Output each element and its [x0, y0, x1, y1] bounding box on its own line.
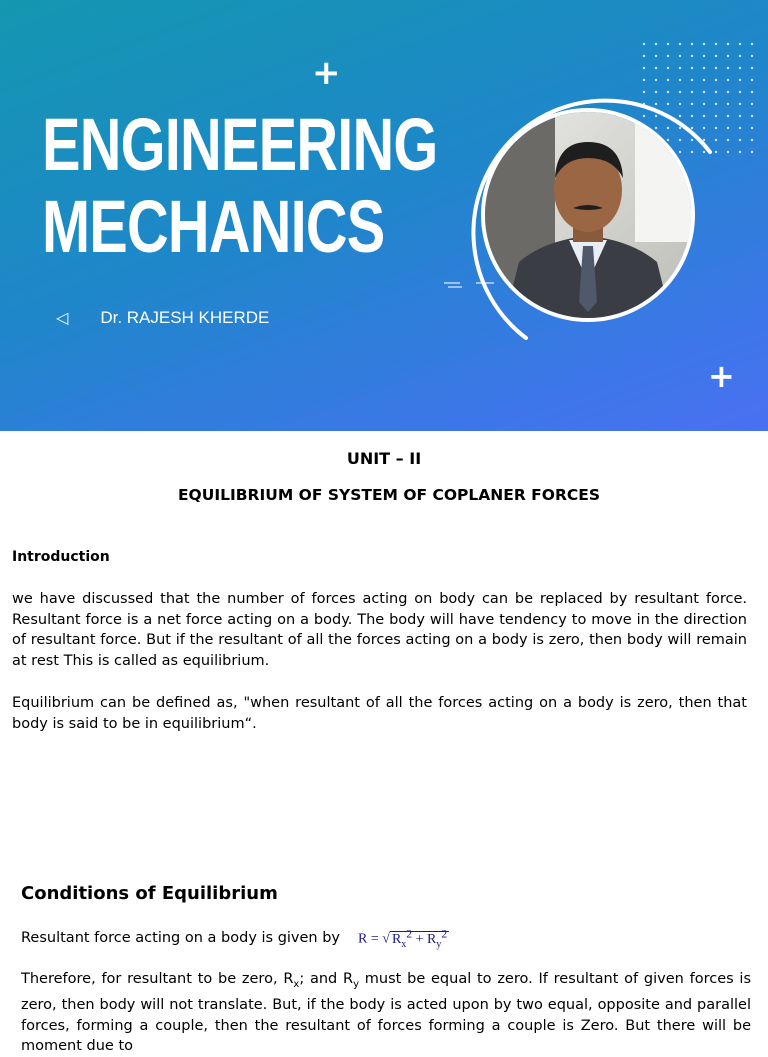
plus-decoration: +	[708, 357, 735, 395]
formula-plus: +	[415, 931, 424, 947]
banner-title-line1: ENGINEERING	[42, 103, 438, 186]
sqrt-sign: √	[382, 931, 390, 947]
document-page	[0, 431, 768, 1055]
formula-radicand	[390, 927, 449, 950]
cover-banner	[0, 0, 768, 431]
formula-sup2: 2	[441, 927, 448, 940]
para3-part2: ; and R	[299, 971, 354, 987]
formula-term2: R	[427, 931, 437, 947]
formula-term1: R	[391, 931, 402, 947]
para3-part3: must be equal to zero. If resultant of given forces is zero, then body will not translate. But, if the body is acted upon by two equal, opposite and parallel forces, forming a couple, then the resultant of forces forming a couple is Zero. But there will be moment due to	[21, 971, 752, 1055]
formula-lhs: R =	[358, 931, 379, 947]
intro-paragraph: we have discussed that the number of forces acting on body can be replaced by resultant force. Resultant force is a net force acting on a body. The body will have tendency to move in the direction of resultant force. But if the resultant of all the forces acting on a body is zero, then body will remain at rest This is called as equilibrium.	[12, 591, 747, 669]
definition-paragraph: Equilibrium can be defined as, "when resultant of all the forces acting on a body is zero, then that body is said to be in equilibrium“.	[12, 695, 747, 732]
resultant-formula-row	[21, 927, 449, 949]
resultant-formula	[358, 927, 449, 949]
para3-part1: Therefore, for resultant to be zero, R	[21, 971, 294, 987]
banner-title-line2: MECHANICS	[42, 185, 385, 268]
chapter-title: EQUILIBRIUM OF SYSTEM OF COPLANER FORCES	[177, 486, 601, 504]
author-name: Dr. RAJESH KHERDE	[100, 308, 270, 327]
author-row	[56, 308, 269, 328]
unit-heading: UNIT – II	[346, 449, 422, 468]
conditions-heading: Conditions of Equilibrium	[21, 883, 278, 904]
triangle-left-icon: ◁	[56, 310, 69, 327]
formula-sub2: y	[436, 938, 442, 950]
dash-decoration	[442, 280, 502, 294]
resultant-label: Resultant force acting on a body is given by	[21, 930, 341, 947]
formula-sub1: x	[401, 938, 407, 950]
conditions-paragraph	[21, 969, 751, 1057]
para3-sub-y: y	[353, 978, 360, 990]
introduction-heading: Introduction	[12, 549, 110, 565]
formula-sup1: 2	[406, 927, 413, 940]
plus-decoration: +	[312, 53, 341, 93]
para3-sub-x: x	[293, 978, 300, 990]
author-portrait	[481, 108, 695, 322]
